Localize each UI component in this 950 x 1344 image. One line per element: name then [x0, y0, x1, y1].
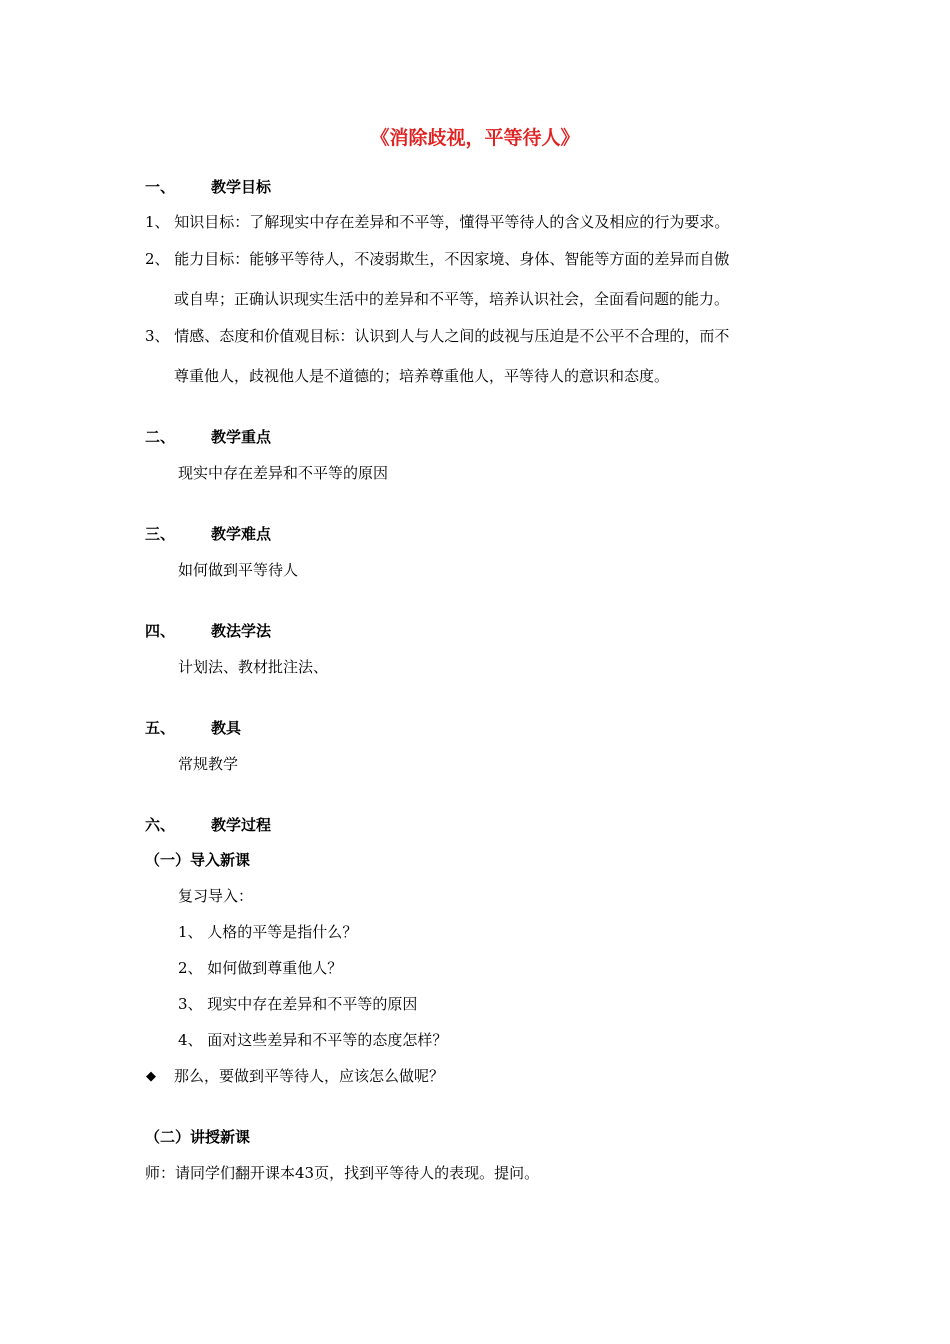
section-5-heading: 教具 — [211, 719, 242, 737]
section-1-heading: 教学目标 — [211, 178, 272, 196]
objective-knowledge: 1、 知识目标：了解现实中存在差异和不平等，懂得平等待人的含义及相应的行为要求。 — [145, 213, 730, 231]
section-6-heading: 教学过程 — [211, 816, 272, 834]
section-2-number: 二、 — [145, 428, 176, 446]
section-2-heading: 教学重点 — [211, 428, 272, 446]
review-intro: 复习导入： — [178, 887, 254, 905]
subsection-intro-heading: （一）导入新课 — [145, 851, 251, 869]
review-question-1: 1、 人格的平等是指什么？ — [178, 923, 358, 941]
objective-ability-cont: 或自卑；正确认识现实生活中的差异和不平等，培养认识社会，全面看问题的能力。 — [174, 290, 730, 308]
section-3-text: 如何做到平等待人 — [178, 561, 299, 579]
section-4-heading: 教法学法 — [211, 622, 272, 640]
diamond-bullet-icon: ◆ — [146, 1069, 156, 1084]
section-1-number: 一、 — [145, 178, 176, 196]
section-3-number: 三、 — [145, 525, 176, 543]
document-title: 《消除歧视，平等待人》 — [370, 127, 580, 149]
section-4-text: 计划法、教材批注法、 — [178, 658, 329, 676]
review-question-2: 2、 如何做到尊重他人？ — [178, 959, 343, 977]
objective-ability: 2、 能力目标：能够平等待人，不凌弱欺生，不因家境、身体、智能等方面的差异而自傲 — [145, 250, 730, 268]
bullet-text: 那么，要做到平等待人，应该怎么做呢？ — [174, 1067, 445, 1085]
section-6-number: 六、 — [145, 816, 176, 834]
review-question-3: 3、 现实中存在差异和不平等的原因 — [178, 995, 418, 1013]
review-question-4: 4、 面对这些差异和不平等的态度怎样？ — [178, 1031, 448, 1049]
section-5-number: 五、 — [145, 719, 176, 737]
section-4-number: 四、 — [145, 622, 176, 640]
section-5-text: 常规教学 — [178, 755, 239, 773]
objective-emotion-cont: 尊重他人，歧视他人是不道德的；培养尊重他人，平等待人的意识和态度。 — [174, 367, 670, 385]
teacher-line: 师：请同学们翻开课本43页，找到平等待人的表现。提问。 — [145, 1164, 540, 1182]
section-2-text: 现实中存在差异和不平等的原因 — [178, 464, 389, 482]
section-3-heading: 教学难点 — [211, 525, 272, 543]
objective-emotion: 3、 情感、态度和价值观目标：认识到人与人之间的歧视与压迫是不公平不合理的，而不 — [145, 327, 730, 345]
subsection-lecture-heading: （二）讲授新课 — [145, 1128, 251, 1146]
